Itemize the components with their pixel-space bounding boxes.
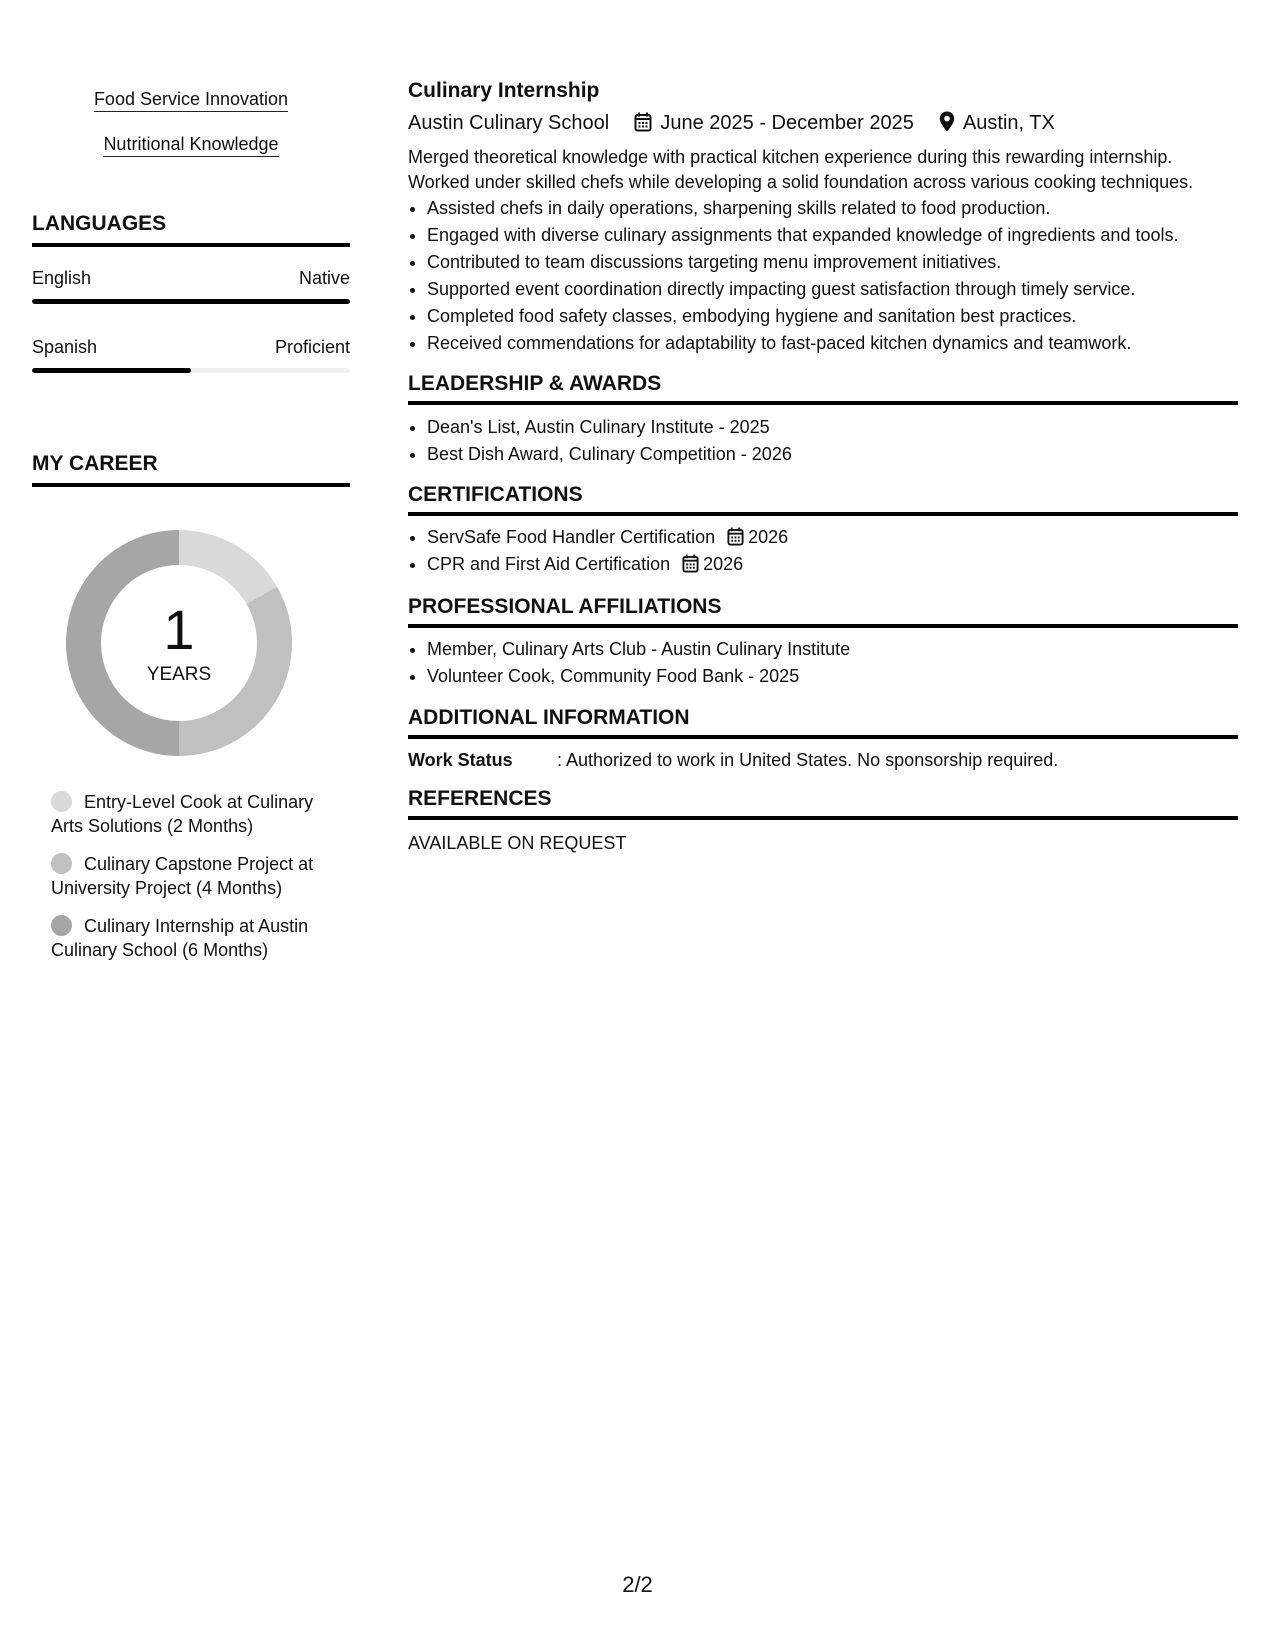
additional-info-heading: ADDITIONAL INFORMATION (408, 705, 1238, 739)
job-title: Culinary Internship (408, 79, 600, 102)
career-donut-chart (66, 530, 292, 756)
calendar-icon (727, 527, 744, 546)
job-meta (408, 110, 1055, 136)
legend-dot (51, 791, 72, 812)
list-item (427, 524, 1257, 551)
job-organization: Austin Culinary School (408, 112, 610, 134)
job-description (408, 145, 1238, 357)
legend-dot (51, 853, 72, 874)
certification-year: 2026 (703, 554, 744, 574)
language-row (32, 336, 350, 358)
certifications-heading: CERTIFICATIONS (408, 482, 1238, 516)
list-item: • Assisted chefs in daily operations, sharpening skills related to food production. (427, 195, 1238, 222)
career-heading: MY CAREER (32, 451, 350, 487)
skill-label: Food Service Innovation (94, 88, 288, 112)
leadership-list (408, 414, 1257, 468)
donut-segment-0 (179, 530, 277, 604)
location-pin-icon (939, 111, 955, 132)
career-legend-item (51, 914, 331, 962)
list-item (427, 551, 1257, 578)
career-legend-item (51, 790, 331, 838)
certifications-list (408, 524, 1257, 578)
affiliations-heading: PROFESSIONAL AFFILIATIONS (408, 594, 1238, 628)
calendar-icon (634, 112, 652, 132)
references-heading: REFERENCES (408, 786, 1238, 820)
career-legend-label: Entry-Level Cook at Culinary Arts Solutions (2 Months) (51, 792, 314, 836)
career-legend-label: Culinary Internship at Austin Culinary School (6 Months) (51, 916, 309, 960)
language-level: Proficient (274, 337, 350, 357)
career-years-unit: YEARS (146, 664, 212, 685)
page-number: 2/2 (622, 1572, 653, 1597)
leadership-heading: LEADERSHIP & AWARDS (408, 371, 1238, 405)
language-level: Native (298, 268, 350, 288)
skill-item (32, 88, 350, 112)
affiliations-list (408, 636, 1257, 690)
list-item: • Completed food safety classes, embodying hygiene and sanitation best practices. (427, 303, 1238, 330)
job-bullets (408, 195, 1238, 357)
calendar-icon (682, 554, 699, 573)
legend-dot (51, 915, 72, 936)
languages-heading: LANGUAGES (32, 211, 350, 247)
language-proficiency-bar (32, 299, 350, 304)
work-status (408, 749, 1058, 771)
language-name: English (32, 268, 92, 288)
job-dates: June 2025 - December 2025 (660, 112, 914, 134)
career-legend-label: Culinary Capstone Project at University Project (4 Months) (51, 854, 314, 898)
work-status-label: Work Status (408, 750, 513, 770)
list-item: • Received commendations for adaptability to fast-paced kitchen dynamics and teamwork. (427, 330, 1238, 357)
list-item: • Member, Culinary Arts Club - Austin Culinary Institute (427, 636, 1257, 663)
language-proficiency-bar (32, 368, 350, 373)
language-proficiency-fill (32, 299, 350, 304)
list-item: • Dean's List, Austin Culinary Institute - 2025 (427, 414, 1257, 441)
list-item: • Engaged with diverse culinary assignments that expanded knowledge of ingredients and tools. (427, 222, 1238, 249)
work-status-value: : Authorized to work in United States. No sponsorship required. (557, 750, 1059, 770)
skill-label: Nutritional Knowledge (103, 133, 278, 157)
list-item: • Volunteer Cook, Community Food Bank - 2025 (427, 663, 1257, 690)
list-item: • Contributed to team discussions targeting menu improvement initiatives. (427, 249, 1238, 276)
job-location: Austin, TX (962, 112, 1055, 134)
language-proficiency-fill (32, 368, 191, 373)
job-summary: Merged theoretical knowledge with practical kitchen experience during this rewarding internship. Worked under skilled chefs while developing a solid foundation across various cooking techniques. (408, 147, 1194, 192)
career-legend-item (51, 852, 331, 900)
language-row (32, 267, 350, 289)
list-item: • Best Dish Award, Culinary Competition - 2026 (427, 441, 1257, 468)
certification-name: CPR and First Aid Certification (427, 554, 671, 574)
skill-item (32, 133, 350, 157)
list-item: • Supported event coordination directly impacting guest satisfaction through timely service. (427, 276, 1238, 303)
career-years-value: 1 (163, 598, 195, 661)
certification-name: ServSafe Food Handler Certification (427, 527, 716, 547)
language-name: Spanish (32, 337, 98, 357)
references-text: AVAILABLE ON REQUEST (408, 833, 627, 853)
certification-year: 2026 (748, 527, 789, 547)
